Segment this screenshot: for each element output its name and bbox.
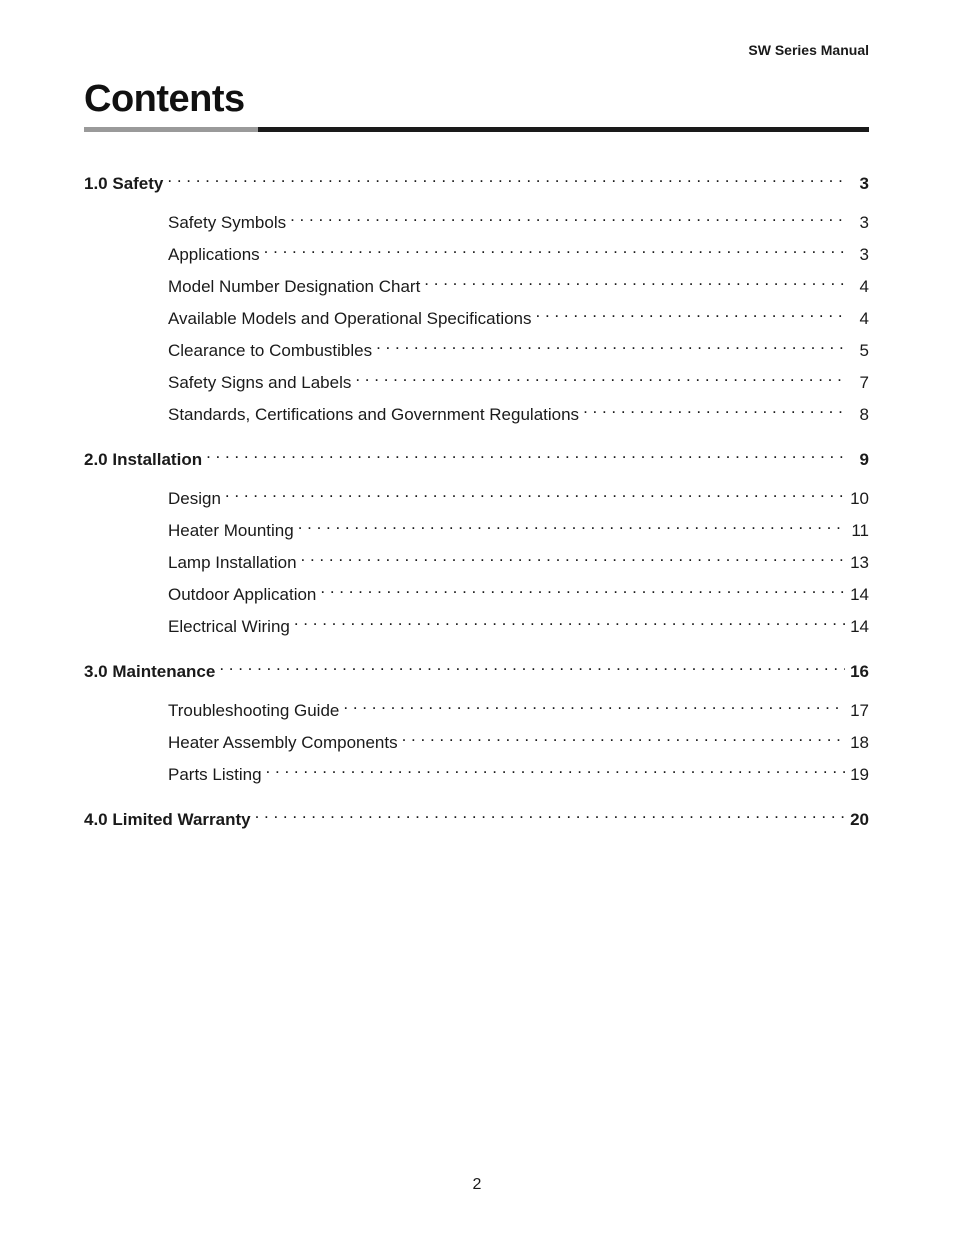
toc-subentry-page: 10: [850, 489, 869, 508]
dot-leader: [355, 363, 845, 388]
toc-subentry[interactable]: [84, 363, 869, 395]
dot-leader: [424, 267, 845, 292]
dot-leader: [167, 164, 845, 189]
title-rule: [84, 127, 869, 132]
title-rule-grey: [84, 127, 258, 132]
page-title: Contents: [84, 78, 245, 120]
dot-leader: [264, 235, 845, 260]
table-of-contents: [84, 164, 869, 845]
dot-leader: [536, 299, 845, 324]
toc-subentry[interactable]: [84, 479, 869, 511]
toc-subentry-page: 3: [859, 213, 869, 232]
dot-leader: [290, 203, 845, 228]
toc-entry-label: 4.0 Limited Warranty: [84, 810, 251, 829]
toc-subentry-page: 11: [851, 521, 869, 540]
toc-subentry-label: Applications: [168, 245, 260, 264]
toc-subentry-label: Clearance to Combustibles: [168, 341, 373, 360]
dot-leader: [402, 723, 845, 748]
toc-entry[interactable]: [84, 800, 869, 832]
toc-entry-page: 16: [850, 662, 869, 681]
toc-subentry-label: Troubleshooting Guide: [168, 701, 340, 720]
toc-subentry-label: Lamp Installation: [168, 553, 297, 572]
dot-leader: [225, 479, 845, 504]
toc-entry[interactable]: [84, 652, 869, 684]
dot-leader: [301, 543, 845, 568]
toc-subentry-label: Available Models and Operational Specifications: [168, 309, 532, 328]
toc-entry-label: 3.0 Maintenance: [84, 662, 216, 681]
toc-subentry-page: 18: [850, 733, 869, 752]
dot-leader: [219, 652, 845, 677]
manual-title: SW Series Manual: [748, 42, 869, 58]
toc-subentry-label: Standards, Certifications and Government Regulations: [168, 405, 580, 424]
toc-subentry-label: Outdoor Application: [168, 585, 317, 604]
toc-subentry[interactable]: [84, 299, 869, 331]
toc-subentry[interactable]: [84, 235, 869, 267]
toc-subentry-label: Model Number Designation Chart: [168, 277, 421, 296]
toc-subentry-page: 17: [850, 701, 869, 720]
dot-leader: [206, 440, 845, 465]
toc-subentry-page: 14: [850, 585, 869, 604]
dot-leader: [583, 395, 845, 420]
toc-subentry-page: 13: [850, 553, 869, 572]
dot-leader: [298, 511, 845, 536]
toc-subentry[interactable]: [84, 723, 869, 755]
toc-entry-page: 3: [859, 174, 869, 193]
toc-section-safety: [84, 164, 869, 427]
dot-leader: [255, 800, 845, 825]
toc-subentry-page: 5: [859, 341, 869, 360]
toc-subentry-page: 4: [859, 309, 869, 328]
toc-subentry-label: Heater Assembly Components: [168, 733, 398, 752]
toc-section-installation: [84, 440, 869, 639]
toc-entry-page: 20: [850, 810, 869, 829]
toc-subentry[interactable]: [84, 267, 869, 299]
toc-subentry[interactable]: [84, 755, 869, 787]
toc-entry-label: 1.0 Safety: [84, 174, 164, 193]
dot-leader: [376, 331, 845, 356]
toc-subentry[interactable]: [84, 575, 869, 607]
dot-leader: [320, 575, 845, 600]
toc-subentry[interactable]: [84, 607, 869, 639]
toc-entry-label: 2.0 Installation: [84, 450, 203, 469]
toc-entry-page: 9: [859, 450, 869, 469]
dot-leader: [266, 755, 845, 780]
toc-subentry[interactable]: [84, 691, 869, 723]
toc-subentry-page: 14: [850, 617, 869, 636]
title-rule-black: [258, 127, 869, 132]
toc-section-warranty: [84, 800, 869, 832]
toc-subentry-page: 4: [859, 277, 869, 296]
toc-subentry-label: Heater Mounting: [168, 521, 294, 540]
toc-subentry[interactable]: [84, 511, 869, 543]
toc-subentry[interactable]: [84, 543, 869, 575]
toc-subentry-page: 19: [850, 765, 869, 784]
toc-section-maintenance: [84, 652, 869, 787]
toc-subentry-page: 7: [859, 373, 869, 392]
toc-subentry[interactable]: [84, 203, 869, 235]
toc-subentry-label: Design: [168, 489, 221, 508]
toc-subentry[interactable]: [84, 331, 869, 363]
toc-subentry-label: Electrical Wiring: [168, 617, 290, 636]
dot-leader: [294, 607, 845, 632]
toc-subentry-page: 8: [859, 405, 869, 424]
toc-entry[interactable]: [84, 164, 869, 196]
page-number: 2: [472, 1176, 482, 1193]
dot-leader: [343, 691, 845, 716]
toc-subentry-label: Parts Listing: [168, 765, 262, 784]
toc-subentry-label: Safety Symbols: [168, 213, 287, 232]
toc-entry[interactable]: [84, 440, 869, 472]
toc-subentry-page: 3: [859, 245, 869, 264]
toc-subentry[interactable]: [84, 395, 869, 427]
toc-subentry-label: Safety Signs and Labels: [168, 373, 352, 392]
